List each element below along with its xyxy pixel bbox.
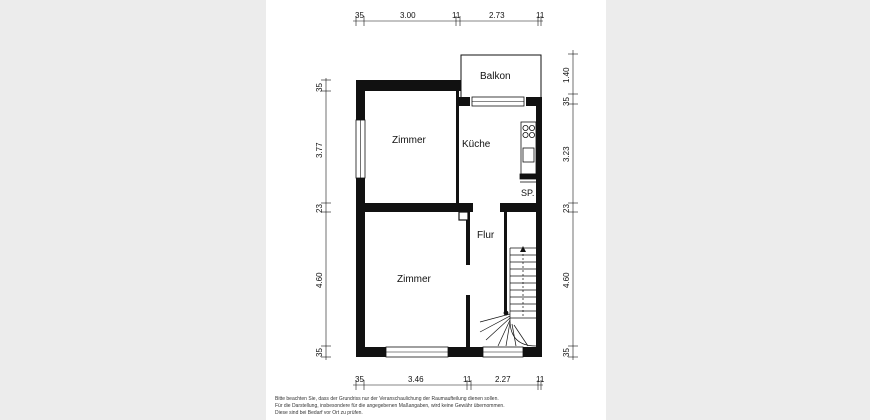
- dim-bottom-2: 3.46: [408, 375, 424, 384]
- dim-bottom-1: 35: [355, 375, 364, 384]
- room-label-kueche: Küche: [462, 139, 491, 150]
- room-label-zimmer-top: Zimmer: [392, 135, 426, 146]
- dim-left-5: 35: [315, 348, 324, 357]
- dim-left-2: 3.77: [315, 142, 324, 158]
- dim-right-1: 1.40: [562, 67, 571, 83]
- dim-bottom-3: 11: [463, 375, 472, 384]
- dim-right-5: 4.60: [562, 272, 571, 288]
- disclaimer-line-1: Bitte beachten Sie, dass der Grundriss nur der Veranschaulichung der Raumaufteilung dienen sollen.: [275, 396, 499, 402]
- room-label-sp: SP.: [521, 188, 535, 198]
- openings: [459, 203, 500, 295]
- windows: [356, 97, 524, 357]
- dim-left-4: 4.60: [315, 272, 324, 288]
- exterior-walls: [356, 80, 542, 357]
- dim-right-2: 35: [562, 97, 571, 106]
- room-label-balkon: Balkon: [480, 71, 511, 82]
- left-dimension-line: [321, 78, 331, 360]
- dim-bottom-4: 2.27: [495, 375, 511, 384]
- dim-top-3: 11: [452, 11, 461, 20]
- stair-arrow-icon: [520, 246, 526, 252]
- top-dimension-line: [353, 16, 543, 26]
- dim-top-1: 35: [355, 11, 364, 20]
- floor-plan: [266, 0, 606, 420]
- plan-sheet: [266, 0, 606, 420]
- stair-newel-icon: [504, 311, 509, 316]
- kitchen-counter: [520, 122, 536, 182]
- dim-top-5: 11: [536, 11, 545, 20]
- room-label-flur: Flur: [477, 230, 495, 241]
- dim-right-4: 23: [562, 204, 571, 213]
- dim-top-2: 3.00: [400, 11, 416, 20]
- dim-bottom-5: 11: [536, 375, 545, 384]
- disclaimer-line-2: Für die Darstellung, insbesondere für die angegebenen Maßangaben, wird keine Gewähr übernommen.: [275, 403, 505, 409]
- dim-right-3: 3.23: [562, 146, 571, 162]
- dim-left-3: 23: [315, 204, 324, 213]
- dim-top-4: 2.73: [489, 11, 505, 20]
- dim-left-1: 35: [315, 83, 324, 92]
- staircase: [480, 248, 536, 346]
- dim-right-6: 35: [562, 348, 571, 357]
- disclaimer-line-3: Diese sind bei Bedarf vor Ort zu prüfen.: [275, 410, 363, 416]
- room-label-zimmer-bottom: Zimmer: [397, 274, 431, 285]
- bottom-dimension-line: [353, 380, 543, 390]
